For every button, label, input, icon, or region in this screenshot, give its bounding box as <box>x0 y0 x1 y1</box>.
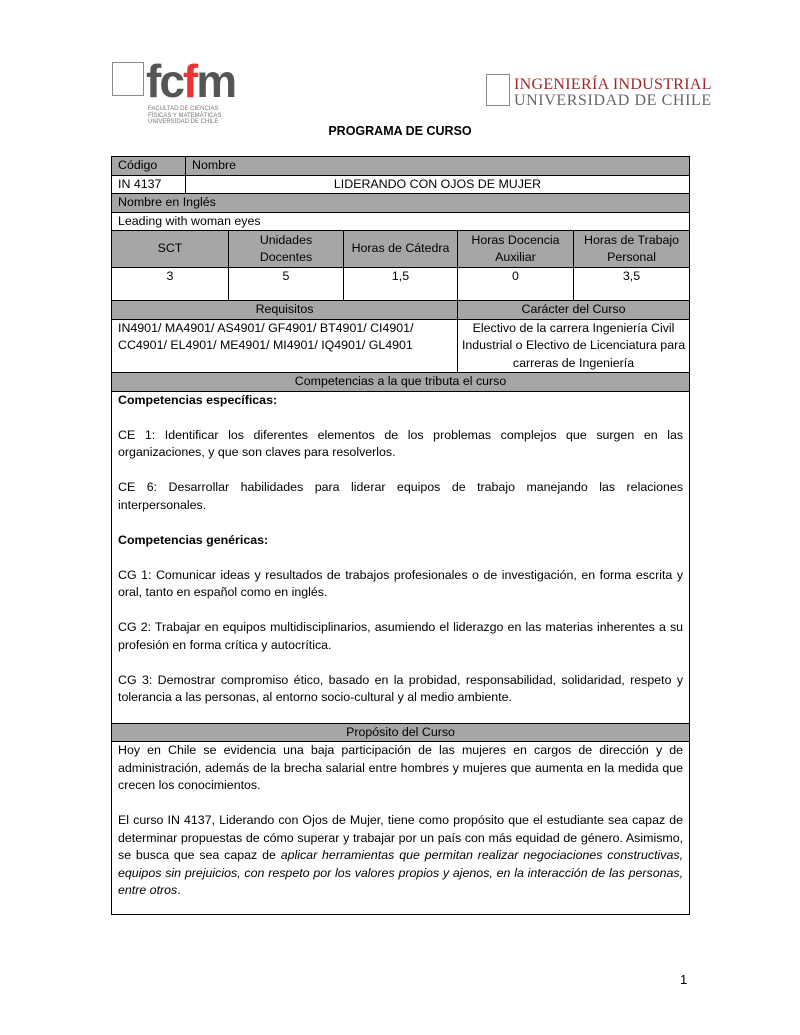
logo-line-2: UNIVERSIDAD DE CHILE <box>514 92 712 109</box>
competencies-label: Competencias a la que tributa el curso <box>112 373 690 392</box>
generic-competencies-title: Competencias genéricas: <box>118 532 269 547</box>
hours-header: Horas de Trabajo Personal <box>574 231 690 268</box>
purpose-text-end: . <box>177 883 181 897</box>
page-title: PROGRAMA DE CURSO <box>328 124 472 138</box>
hours-value: 5 <box>229 268 344 301</box>
competencies-content <box>112 391 690 723</box>
competency-cg3: CG 3: Demostrar compromiso ético, basado en la probidad, responsabilidad, solidaridad, respeto y tolerancia a las personas, al entorno socio-cultural y al medio ambiente. <box>118 672 684 704</box>
page-number: 1 <box>680 972 688 987</box>
fcfm-logo-text: fcfm <box>146 55 236 107</box>
english-name-label: Nombre en Inglés <box>112 194 690 213</box>
hours-value: 3,5 <box>574 268 690 301</box>
code-label: Código <box>112 157 186 176</box>
requirements: IN4901/ MA4901/ AS4901/ GF4901/ BT4901/ CI4901/ CC4901/ EL4901/ ME4901/ MI4901/ IQ4901/ GL4901 <box>112 319 458 373</box>
course-code: IN 4137 <box>112 175 186 194</box>
course-program-table <box>111 156 690 915</box>
hours-value: 0 <box>458 268 574 301</box>
hours-header: Horas Docencia Auxiliar <box>458 231 574 268</box>
name-label: Nombre <box>186 157 690 176</box>
purpose-paragraph-2 <box>118 812 683 900</box>
fcfm-logo <box>110 46 235 126</box>
logo-line-1: INGENIERÍA INDUSTRIAL <box>514 76 712 93</box>
purpose-label: Propósito del Curso <box>112 723 690 742</box>
hours-value: 1,5 <box>344 268 458 301</box>
ingenieria-industrial-logo <box>486 60 712 110</box>
english-name: Leading with woman eyes <box>112 212 690 231</box>
hours-value: 3 <box>112 268 229 301</box>
hours-header: Horas de Cátedra <box>344 231 458 268</box>
university-seal-icon <box>486 74 510 106</box>
character-label: Carácter del Curso <box>458 301 690 320</box>
purpose-text: El curso IN 4137, Liderando con Ojos de Mujer, tiene como propósito que el estudiante sea capaz de determinar propuestas de cómo superar y trabajar por un país con más equidad de género. Asimismo, se busca que sea capaz de <box>118 813 684 862</box>
purpose-paragraph-1: Hoy en Chile se evidencia una baja participación de las mujeres en cargos de dirección y de administración, además de la brecha salarial entre hombres y mujeres que aumenta en la medida que crecen los conocimientos. <box>118 743 684 792</box>
course-name: LIDERANDO CON OJOS DE MUJER <box>186 175 690 194</box>
competency-cg1: CG 1: Comunicar ideas y resultados de trabajos profesionales o de investigación, en forma escrita y oral, tanto en español como en inglés. <box>118 567 684 599</box>
course-character: Electivo de la carrera Ingeniería Civil Industrial o Electivo de Licenciatura para carreras de Ingeniería <box>458 319 690 373</box>
requirements-label: Requisitos <box>112 301 458 320</box>
purpose-content <box>112 742 690 915</box>
fcfm-logo-subtitle: FACULTAD DE CIENCIAS FÍSICAS Y MATEMÁTICAS UNIVERSIDAD DE CHILE <box>148 106 222 125</box>
competency-cg2: CG 2: Trabajar en equipos multidisciplinarios, asumiendo el liderazgo en las materias inherentes a su profesión en forma crítica y autocrítica. <box>118 620 684 652</box>
competency-ce1: CE 1: Identificar los diferentes elementos de los problemas complejos que surgen en las organizaciones, y que son claves para resolverlos. <box>118 427 684 459</box>
competency-ce6: CE 6: Desarrollar habilidades para liderar equipos de trabajo manejando las relaciones interpersonales. <box>118 480 684 512</box>
university-seal-icon <box>112 62 144 96</box>
hours-header: Unidades Docentes <box>229 231 344 268</box>
purpose-text-italic: aplicar herramientas que permitan realizar negociaciones constructivas, equipos sin prejuicios, con respeto por los valores propios y ajenos, en la interacción de las personas, entre otros <box>118 848 684 897</box>
specific-competencies-title: Competencias específicas: <box>118 392 278 407</box>
hours-header: SCT <box>112 231 229 268</box>
